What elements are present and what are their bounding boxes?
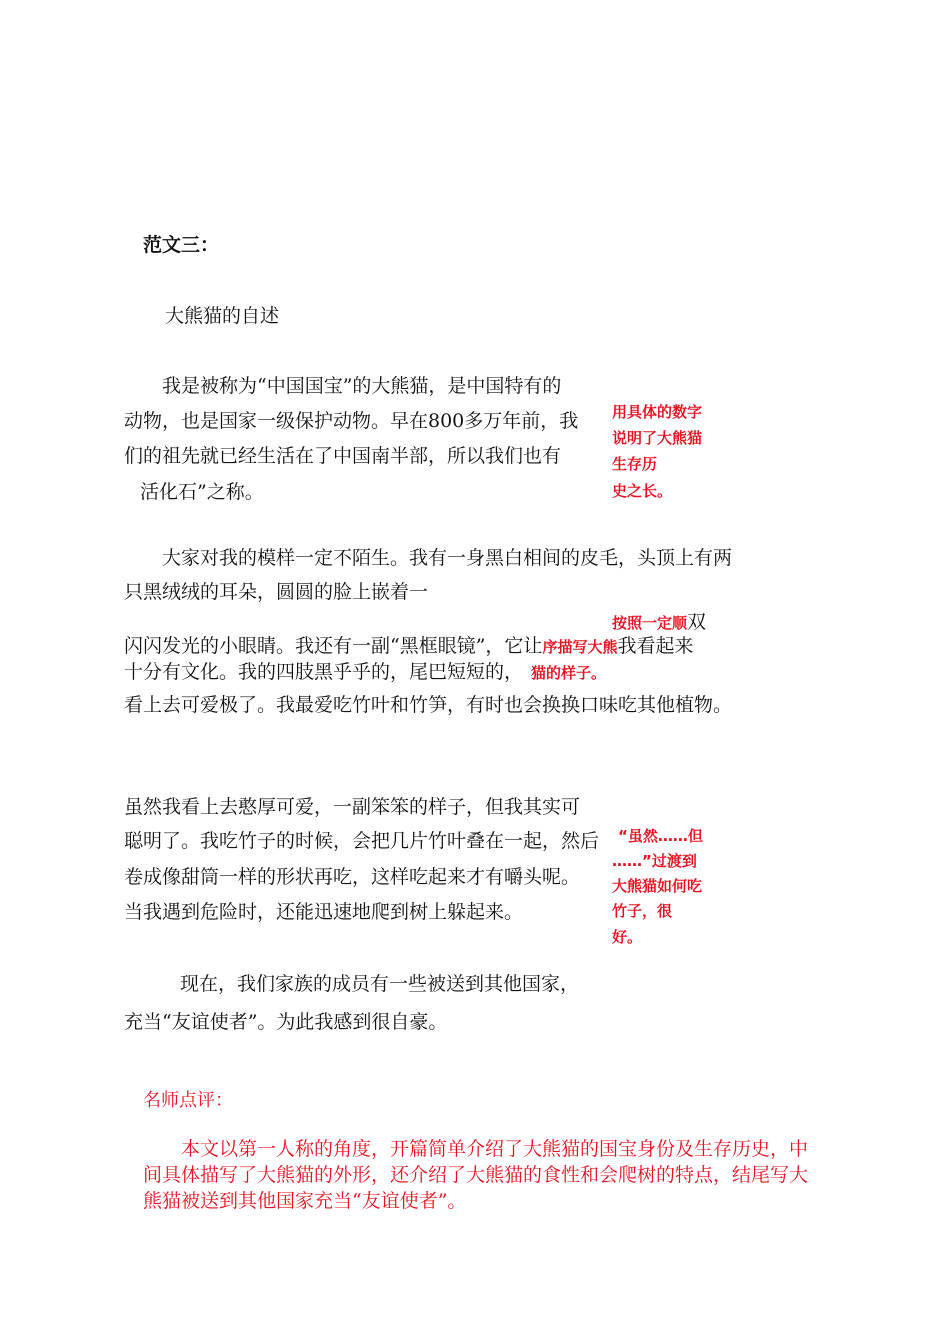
- paragraph-fragment: 我看起来: [617, 635, 694, 657]
- annotation-line: 生存历: [612, 455, 658, 473]
- paragraph-line: 我是被称为“中国国宝”的大熊猫，是中国特有的: [162, 375, 562, 397]
- paragraph-line: 活化石”之称。: [140, 481, 264, 503]
- section-title: 范文三：: [143, 234, 220, 256]
- paragraph-line: [124, 634, 693, 659]
- annotation-line: 说明了大熊猫: [612, 429, 703, 447]
- annotation-line: 大熊猫如何吃: [612, 877, 703, 895]
- paragraph-line: 只黑绒绒的耳朵，圆圆的脸上嵌着一: [124, 581, 429, 603]
- annotation-line: 好。: [612, 928, 643, 946]
- annotation-line: ……”过渡到: [612, 852, 697, 870]
- annotation-line: 史之长。: [612, 482, 673, 500]
- paragraph-line: 充当“友谊使者”。为此我感到很自豪。: [124, 1011, 448, 1033]
- paragraph-line: [124, 660, 606, 685]
- paragraph-fragment: 闪闪发光的小眼睛。我还有一副“黑框眼镜”，它让: [124, 635, 543, 657]
- paragraph-line: 卷成像甜筒一样的形状再吃，这样吃起来才有嚼头呢。: [124, 866, 581, 888]
- paragraph-line: 虽然我看上去憨厚可爱，一副笨笨的样子，但我其实可: [124, 796, 581, 818]
- paragraph-line: 大家对我的模样一定不陌生。我有一身黑白相间的皮毛，头顶上有两: [162, 547, 733, 569]
- annotation-text: 猫的样子。: [531, 664, 607, 682]
- review-line: 熊猫被送到其他国家充当“友谊使者”。: [143, 1190, 467, 1212]
- review-title: 名师点评：: [143, 1090, 233, 1111]
- annotation-2-line-1: [612, 610, 706, 635]
- paragraph-line: 动物，也是国家一级保护动物。早在800多万年前，我: [124, 410, 579, 432]
- paragraph-line: 看上去可爱极了。我最爱吃竹叶和竹笋，有时也会换换口味吃其他植物。: [124, 694, 733, 716]
- annotation-text: 按照一定顺: [612, 614, 688, 632]
- review-line: 间具体描写了大熊猫的外形，还介绍了大熊猫的食性和会爬树的特点，结尾写大: [143, 1164, 809, 1186]
- annotation-line: 用具体的数字: [612, 403, 703, 421]
- paragraph-line: 们的祖先就已经生活在了中国南半部，所以我们也有: [124, 445, 562, 467]
- annotation-line: 竹子，很: [612, 902, 673, 920]
- annotation-text: 序描写大熊: [542, 638, 618, 656]
- essay-title: 大熊猫的自述: [165, 305, 280, 327]
- annotation-line: “虽然……但: [618, 827, 703, 845]
- paragraph-fragment: 双: [687, 611, 707, 633]
- paragraph-line: 当我遇到危险时，还能迅速地爬到树上躲起来。: [124, 901, 524, 923]
- paragraph-line: 现在，我们家族的成员有一些被送到其他国家，: [180, 973, 580, 995]
- paragraph-fragment: 十分有文化。我的四肢黑乎乎的，尾巴短短的，: [124, 661, 524, 683]
- paragraph-line: 聪明了。我吃竹子的时候，会把几片竹叶叠在一起，然后: [124, 830, 600, 852]
- review-line: 本文以第一人称的角度，开篇简单介绍了大熊猫的国宝身份及生存历史，中: [181, 1138, 809, 1160]
